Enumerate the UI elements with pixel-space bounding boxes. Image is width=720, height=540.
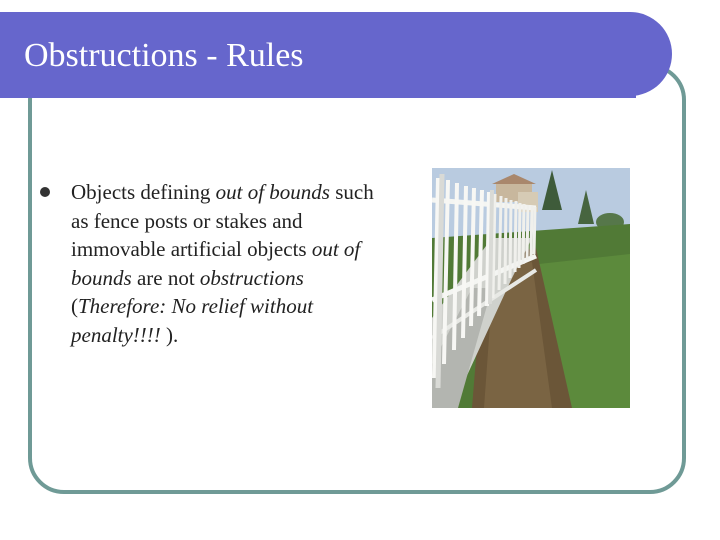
fence-photo-image xyxy=(432,168,630,408)
bullet-text-segment: such as fence posts or stakes and immovable artificial objects xyxy=(71,180,374,261)
slide-title: Obstructions - Rules xyxy=(24,37,304,74)
bullet-text-segment: ( xyxy=(71,294,78,318)
title-underline xyxy=(0,92,636,98)
bullet-text-italic: out of bounds xyxy=(215,180,330,204)
fence-photo xyxy=(432,168,630,408)
bullet-text-italic: Therefore: No relief without penalty!!!! xyxy=(71,294,314,347)
bullet-text-segment: ). xyxy=(160,322,179,347)
bullet-text xyxy=(71,178,396,349)
bullet-text-italic: obstructions xyxy=(199,265,304,290)
bullet-dot-icon xyxy=(40,187,50,197)
bullet-text-italic: out of bounds xyxy=(71,237,361,290)
bullet-text-segment: are not xyxy=(131,265,200,290)
bullet-text-segment: Objects defining xyxy=(71,180,216,204)
